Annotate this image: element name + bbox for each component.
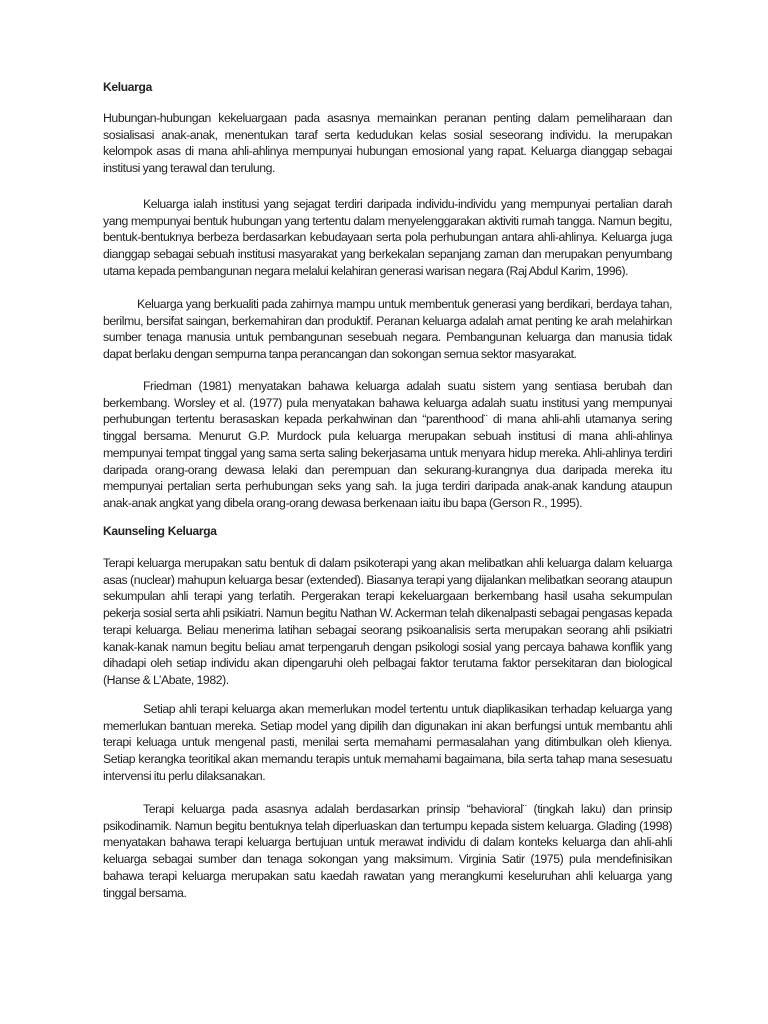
paragraph-keluarga-3: Keluarga yang berkualiti pada zahirnya mampu untuk membentuk generasi yang berdikari, berdaya tahan, berilmu, bersifat saingan, berkemahiran dan produktif. Peranan keluarga adalah amat penting ke arah melahirkan sumber tenaga manusia untuk pembangunan sesebuah negara. Pembangunan keluarga dan manusia tidak dapat berlaku dengan sempurna tanpa perancangan dan sokongan semua sektor masyarakat.	[103, 297, 672, 362]
section-heading-kaunseling-keluarga: Kaunseling Keluarga	[103, 524, 217, 538]
paragraph-kaunseling-3: Terapi keluarga pada asasnya adalah berdasarkan prinsip “behavioral¨ (tingkah laku) dan prinsip psikodinamik. Namun begitu bentuknya telah diperluaskan dan tertumpu kepada sistem keluarga. Glading (1998) menyatakan bahawa terapi keluarga bertujuan untuk merawat individu di dalam konteks keluarga dan ahli-ahli keluarga sebagai sumber dan tenaga sokongan yang maksimum. Virginia Satir (1975) pula mendefinisikan bahawa terapi keluarga merupakan satu kaedah rawatan yang merangkumi keseluruhan ahli keluarga yang tinggal bersama.	[103, 802, 672, 900]
paragraph-keluarga-1: Hubungan-hubungan kekeluargaan pada asasnya memainkan peranan penting dalam pemeliharaan dan sosialisasi anak-anak, menentukan taraf serta kedudukan kelas sosial seseorang individu. Ia merupakan kelompok asas di mana ahli-ahlinya mempunyai hubungan emosional yang rapat. Keluarga dianggap sebagai institusi yang terawal dan terulung.	[103, 111, 672, 176]
paragraph-kaunseling-2: Setiap ahli terapi keluarga akan memerlukan model tertentu untuk diaplikasikan terhadap keluarga yang memerlukan bantuan mereka. Setiap model yang dipilih dan digunakan ini akan berfungsi untuk membantu ahli terapi keluaga untuk mengenal pasti, menilai serta memahami permasalahan yang ditimbulkan oleh klienya. Setiap kerangka teoritikal akan memandu terapis untuk memahami bagaimana, bila serta tahap mana sesesuatu intervensi itu perlu dilaksanakan.	[103, 702, 672, 783]
section-heading-keluarga: Keluarga	[103, 80, 152, 94]
paragraph-kaunseling-1: Terapi keluarga merupakan satu bentuk di dalam psikoterapi yang akan melibatkan ahli keluarga dalam keluarga asas (nuclear) mahupun keluarga besar (extended). Biasanya terapi yang dijalankan melibatkan seorang ataupun sekumpulan ahli terapi yang terlatih. Pergerakan terapi kekeluargaan berkembang hasil usaha sekumpulan pekerja sosial serta ahli psikiatri. Namun begitu Nathan W. Ackerman telah dikenalpasti sebagai pengasas kepada terapi keluarga. Beliau menerima latihan sebagai seorang psikoanalisis serta merupakan seorang ahli psikiatri kanak-kanak namun begitu beliau amat terpengaruh dengan psikologi sosial yang percaya bahawa konflik yang dihadapi oleh setiap individu akan dipengaruhi oleh pelbagai faktor terutama faktor persekitaran dan biological (Hanse & L’Abate, 1982).	[103, 556, 672, 687]
paragraph-keluarga-2: Keluarga ialah institusi yang sejagat terdiri daripada individu-individu yang mempunyai pertalian darah yang mempunyai bentuk hubungan yang tertentu dalam menyelenggarakan aktiviti rumah tangga. Namun begitu, bentuk-bentuknya berbeza berdasarkan kebudayaan serta pola perhubungan antara ahli-ahlinya. Keluarga juga dianggap sebagai sebuah institusi masyarakat yang berkekalan sepanjang zaman dan merupakan penyumbang utama kepada pembangunan negara melalui kelahiran generasi warisan negara (Raj Abdul Karim, 1996).	[103, 197, 672, 278]
paragraph-keluarga-4: Friedman (1981) menyatakan bahawa keluarga adalah suatu sistem yang sentiasa berubah dan berkembang. Worsley et al. (1977) pula menyatakan bahawa keluarga adalah suatu institusi yang mempunyai perhubungan tertentu berasaskan kepada perkahwinan dan “parenthood¨ di mana ahli-ahli utamanya sering tinggal bersama. Menurut G.P. Murdock pula keluarga merupakan sebuah institusi di mana ahli-ahlinya mempunyai tempat tinggal yang sama serta saling bekerjasama untuk menyara hidup mereka. Ahli-ahlinya terdiri daripada orang-orang dewasa lelaki dan perempuan dan sekurang-kurangnya dua daripada mereka itu mempunyai pertalian serta perhubungan seks yang sah. Ia juga terdiri daripada anak-anak kandung ataupun anak-anak angkat yang dibela orang-orang dewasa berkenaan iaitu ibu bapa (Gerson R., 1995).	[103, 379, 672, 510]
